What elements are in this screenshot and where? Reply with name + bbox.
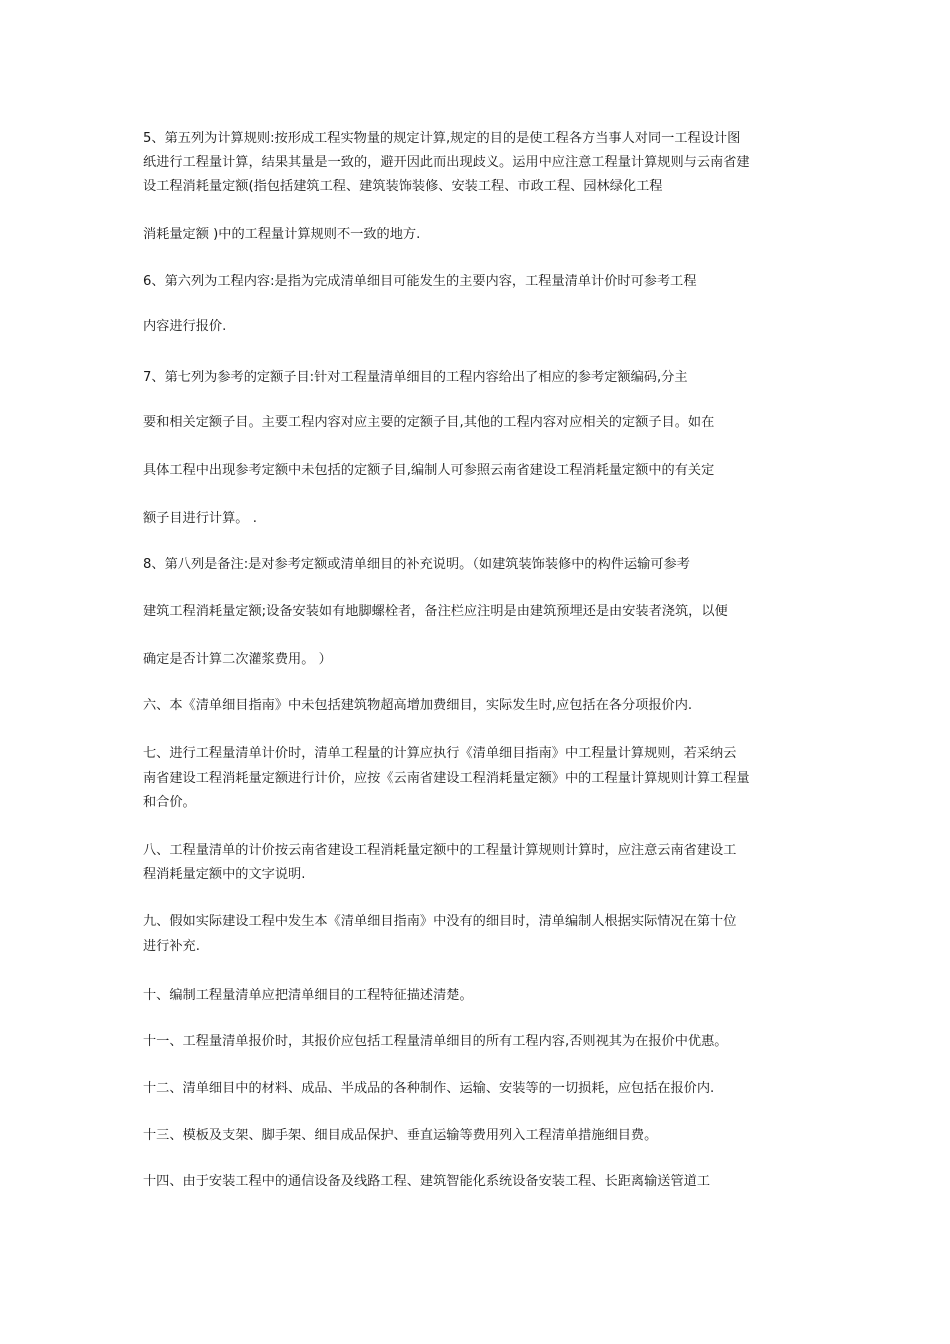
text-line: 八、工程量清单的计价按云南省建设工程消耗量定额中的工程量计算规则计算时，应注意云南省建设工 bbox=[143, 843, 737, 858]
text-line: 和合价。 bbox=[143, 795, 196, 810]
text-line: 设工程消耗量定额(指包括建筑工程、建筑装饰装修、安装工程、市政工程、园林绿化工程 bbox=[143, 179, 663, 194]
text-line: 十三、模板及支架、脚手架、细目成品保护、垂直运输等费用列入工程清单措施细目费。 bbox=[143, 1128, 658, 1143]
text-line: 进行补充. bbox=[143, 939, 200, 954]
text-line: 消耗量定额 )中的工程量计算规则不一致的地方. bbox=[143, 227, 421, 242]
text-line: 7、第七列为参考的定额子目:针对工程量清单细目的工程内容给出了相应的参考定额编码,分主 bbox=[143, 370, 688, 385]
text-line: 额子目进行计算。 . bbox=[143, 511, 257, 526]
text-line: 十、编制工程量清单应把清单细目的工程特征描述清楚。 bbox=[143, 988, 473, 1003]
text-line: 内容进行报价. bbox=[143, 319, 227, 334]
text-line: 程消耗量定额中的文字说明. bbox=[143, 867, 306, 882]
text-line: 5、第五列为计算规则:按形成工程实物量的规定计算,规定的目的是使工程各方当事人对同一工程设计图 bbox=[143, 131, 741, 146]
text-line: 七、进行工程量清单计价时，清单工程量的计算应执行《清单细目指南》中工程量计算规则，若采纳云 bbox=[143, 746, 737, 761]
text-line: 十二、清单细目中的材料、成品、半成品的各种制作、运输、安装等的一切损耗，应包括在报价内. bbox=[143, 1081, 715, 1096]
text-line: 确定是否计算二次灌浆费用。 ） bbox=[143, 652, 332, 667]
text-line: 十四、由于安装工程中的通信设备及线路工程、建筑智能化系统设备安装工程、长距离输送管道工 bbox=[143, 1174, 711, 1189]
text-line: 九、假如实际建设工程中发生本《清单细目指南》中没有的细目时，清单编制人根据实际情况在第十位 bbox=[143, 914, 737, 929]
text-line: 要和相关定额子目。主要工程内容对应主要的定额子目,其他的工程内容对应相关的定额子目。如在 bbox=[143, 415, 715, 430]
text-line: 具体工程中出现参考定额中未包括的定额子目,编制人可参照云南省建设工程消耗量定额中的有关定 bbox=[143, 463, 715, 478]
text-line: 六、本《清单细目指南》中未包括建筑物超高增加费细目，实际发生时,应包括在各分项报价内. bbox=[143, 698, 693, 713]
text-line: 纸进行工程量计算，结果其量是一致的，避开因此而出现歧义。运用中应注意工程量计算规则与云南省建 bbox=[143, 155, 750, 170]
text-line: 南省建设工程消耗量定额进行计价，应按《云南省建设工程消耗量定额》中的工程量计算规则计算工程量 bbox=[143, 771, 750, 786]
text-line: 8、第八列是备注:是对参考定额或清单细目的补充说明。（如建筑装饰装修中的构件运输可参考 bbox=[143, 557, 690, 572]
text-line: 建筑工程消耗量定额;设备安装如有地脚螺栓者，备注栏应注明是由建筑预埋还是由安装者浇筑，以便 bbox=[143, 604, 728, 619]
text-line: 6、第六列为工程内容:是指为完成清单细目可能发生的主要内容，工程量清单计价时可参考工程 bbox=[143, 274, 697, 289]
text-line: 十一、工程量清单报价时，其报价应包括工程量清单细目的所有工程内容,否则视其为在报价中优惠。 bbox=[143, 1034, 728, 1049]
